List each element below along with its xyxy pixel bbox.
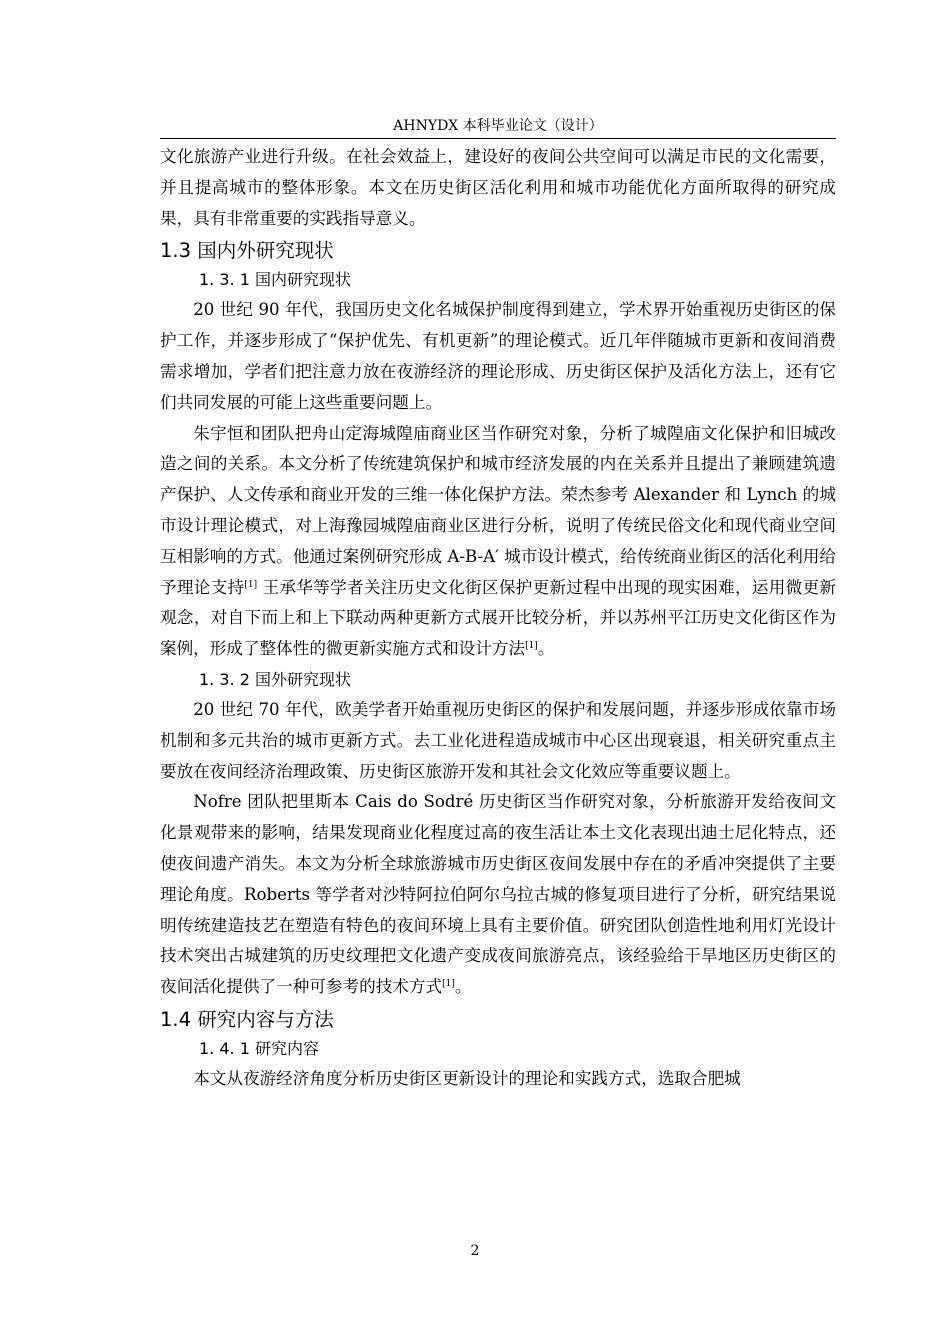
paragraph-foreign-1: 20 世纪 70 年代，欧美学者开始重视历史街区的保护和发展问题，并逐步形成依靠市场机制和多元共治的城市更新方式。去工业化进程造成城市中心区出现衰退，相关研究重点主要放在夜间经济治理政策、历史街区旅游开发和其社会文化效应等重要议题上。: [160, 699, 836, 781]
paragraph-foreign-2: [160, 787, 836, 1003]
page-number: 2: [470, 1243, 480, 1259]
paragraph-domestic-2: [160, 419, 836, 665]
subsection-heading-1-3-1: 1. 3. 1 国内研究现状: [199, 270, 351, 290]
paragraph-foreign-2-text-b: 。: [454, 977, 472, 997]
paragraph-content-1: 本文从夜游经济角度分析历史街区更新设计的理论和实践方式，选取合肥城: [193, 1068, 741, 1088]
paragraph-foreign-2-text-a: Nofre 团队把里斯本 Cais do Sodré 历史街区当作研究对象，分析旅游开发给夜间文化景观带来的影响，结果发现商业化程度过高的夜生活让本土文化表现出迪士尼化特点，还使夜间遗产消失。本文为分析全球旅游城市历史街区夜间发展中存在的矛盾冲突提供了主要理论角度。Roberts 等学者对沙特阿拉伯阿尔乌拉古城的修复项目进行了分析，研究结果说明传统建造技艺在塑造有特色的夜间环境上具有主要价值。研究团队创造性地利用灯光设计技术突出古城建筑的历史纹理把文化遗产变成夜间旅游亮点，该经验给干旱地区历史街区的夜间活化提供了一种可参考的技术方式: [160, 792, 836, 997]
subsection-heading-1-3-2: 1. 3. 2 国外研究现状: [199, 669, 351, 689]
section-heading-1-4: 1.4 研究内容与方法: [160, 1007, 334, 1031]
citation-marker: [1]: [244, 579, 258, 590]
paragraph-intro-continued: 文化旅游产业进行升级。在社会效益上，建设好的夜间公共空间可以满足市民的文化需要，并且提高城市的整体形象。本文在历史街区活化利用和城市功能优化方面所取得的研究成果，具有非常重要的实践指导意义。: [160, 147, 836, 228]
paragraph-domestic-2-text-b: 王承华等学者关注历史文化街区保护更新过程中出现的现实困难，运用微更新观念，对自下而上和上下联动两种更新方式展开比较分析，并以苏州平江历史文化街区作为案例，形成了整体性的微更新实施方式和设计方法: [160, 577, 836, 659]
paragraph-domestic-2-text-a: 朱宇恒和团队把舟山定海城隍庙商业区当作研究对象，分析了城隍庙文化保护和旧城改造之间的关系。本文分析了传统建筑保护和城市经济发展的内在关系并且提出了兼顾建筑遗产保护、人文传承和商业开发的三维一体化保护方法。荣杰参考 Alexander 和 Lynch 的城市设计理论模式，对上海豫园城隍庙商业区进行分析，说明了传统民俗文化和现代商业空间互相影响的方式。他通过案例研究形成 A-B-A′ 城市设计模式，给传统商业街区的活化利用给予理论支持: [160, 423, 836, 597]
citation-marker: [1]: [525, 641, 538, 652]
section-heading-1-3: 1.3 国内外研究现状: [160, 239, 334, 263]
citation-marker: [1]: [442, 979, 455, 990]
page-body: [160, 142, 836, 1095]
paragraph-domestic-2-text-c: 。: [537, 639, 555, 659]
header-rule: [160, 138, 836, 139]
subsection-heading-1-4-1: 1. 4. 1 研究内容: [199, 1038, 319, 1058]
paragraph-domestic-1: 20 世纪 90 年代，我国历史文化名城保护制度得到建立，学术界开始重视历史街区的保护工作，并逐步形成了“保护优先、有机更新”的理论模式。近几年伴随城市更新和夜间消费需求增加，学者们把注意力放在夜游经济的理论形成、历史街区保护及活化方法上，还有它们共同发展的可能上这些重要问题上。: [160, 300, 836, 412]
running-header: AHNYDX 本科毕业论文（设计）: [393, 118, 603, 134]
